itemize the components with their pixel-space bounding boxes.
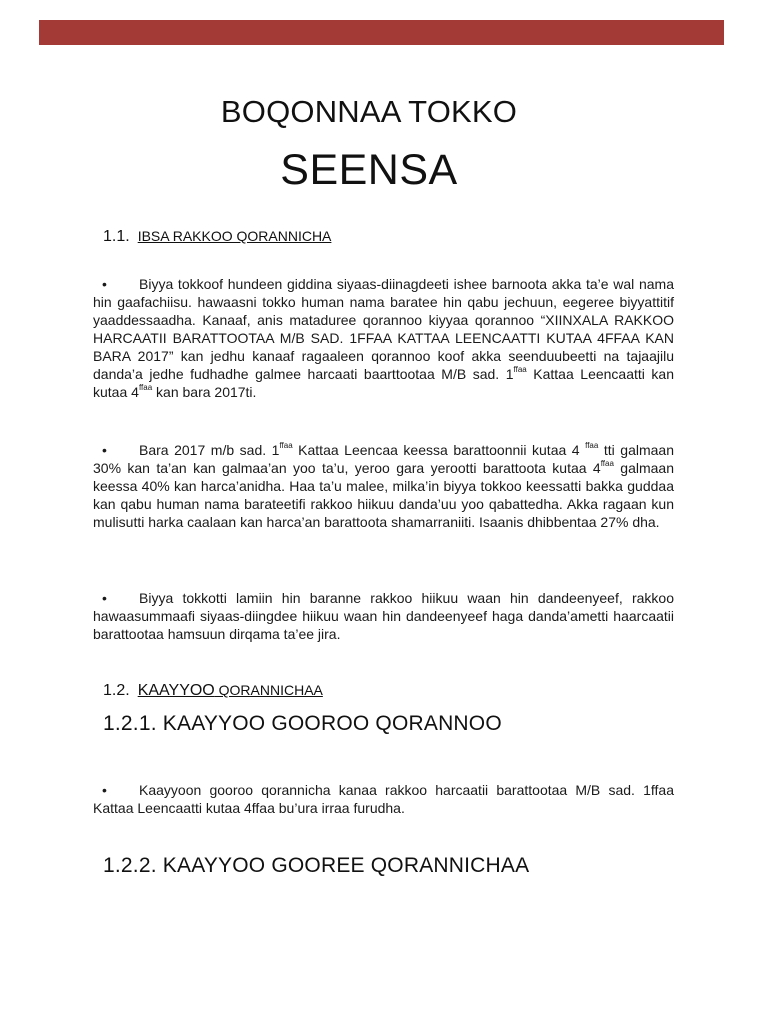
ordinal-suffix: ffaa <box>585 441 599 450</box>
paragraph-text: Biyya tokkoof hundeen giddina siyaas-diinagdeeti ishee barnoota akka ta’e wal nama hin gaafachiisu. hawaasni tokko human nama baratee hin qabu jechuun, eegeree biyyattitif yaaddessaadha. Kanaaf, anis mataduree qorannoo kiyyaa qorannoo “XIINXALA RAKKOO HARCAATII BARATTOOTAA M/B SAD. 1FFAA KATTAA LEENCAATTI KUTAA 4FFAA KAN BARA 2017” kan jedhu kanaaf ragaaleen qorannoo koof akka seenduubeetti na tajaajilu danda’a jedhe fudhadhe galmee harcaati baarttootaa M/B sad. 1 <box>93 276 674 382</box>
paragraph-text: Bara 2017 m/b sad. 1 <box>139 442 280 458</box>
header-accent-bar <box>39 20 724 45</box>
section-heading-1-1 <box>103 228 331 246</box>
ordinal-suffix: ffaa <box>279 441 293 450</box>
section-title-suffix: QORANNICHAA <box>214 682 323 698</box>
ordinal-suffix: ffaa <box>600 459 614 468</box>
paragraph-text: galmaan keessa 40% kan harca’anidha. Haa ta’u malee, milka’in biyya tokkoo keessatti bakka guddaa kan qabu human nama barateetifi rakkoo hiikuu danda’uu yoo qabattedha. Akka ragaan kun mulisutti harka caalaan kan harca’an barattoota shamarraniiti. Isaanis dhibbentaa 27% dha. <box>93 460 675 530</box>
bullet-marker: • <box>102 442 107 458</box>
paragraph-text: kan bara 2017ti. <box>152 384 257 400</box>
paragraph-text: Biyya tokkotti lamiin hin baranne rakkoo hiikuu waan hin dandeenyeef, rakkoo hawaasummaafi siyaas-diingdee hiikuu waan hin dandeenyeef haga danda’ametti haarcaatii barattootaa hamsuun dirqama ta’ee jira. <box>93 590 674 642</box>
paragraph-text: Kaayyoon gooroo qorannicha kanaa rakkoo harcaatii barattootaa M/B sad. 1ffaa Kattaa Leencaatti kutaa 4ffaa bu’ura irraa furudha. <box>93 782 674 816</box>
paragraph-problem-statement-2 <box>93 441 674 531</box>
subsection-heading-1-2-1: 1.2.1. KAAYYOO GOOROO QORANNOO <box>103 712 502 735</box>
bullet-marker: • <box>102 590 107 606</box>
section-title: IBSA RAKKOO QORANNICHA <box>137 228 332 244</box>
section-number: 1.2. <box>103 682 130 699</box>
section-heading-1-2 <box>103 682 323 700</box>
bullet-marker: • <box>102 276 107 292</box>
chapter-label: BOQONNAA TOKKO <box>220 94 518 129</box>
section-number: 1.1. <box>103 228 130 245</box>
bullet-marker: • <box>102 782 107 798</box>
paragraph-text: tti galmaan 30% kan ta’an kan galmaa’an yoo ta’u, yeroo gara yerootti barattoota kutaa 4 <box>93 442 674 476</box>
paragraph-general-objective <box>93 781 674 817</box>
subsection-heading-1-2-2: 1.2.2. KAAYYOO GOOREE QORANNICHAA <box>103 854 530 877</box>
paragraph-problem-statement-1 <box>93 275 674 401</box>
ordinal-suffix: ffaa <box>513 365 527 374</box>
paragraph-problem-statement-3 <box>93 589 674 643</box>
paragraph-text: Kattaa Leencaatti kan kutaa 4 <box>93 366 674 400</box>
paragraph-text: Kattaa Leencaa keessa barattoonnii kutaa 4 <box>292 442 586 458</box>
section-title: KAAYYOO <box>137 682 215 699</box>
ordinal-suffix: ffaa <box>138 383 153 392</box>
chapter-title: SEENSA <box>280 146 458 194</box>
